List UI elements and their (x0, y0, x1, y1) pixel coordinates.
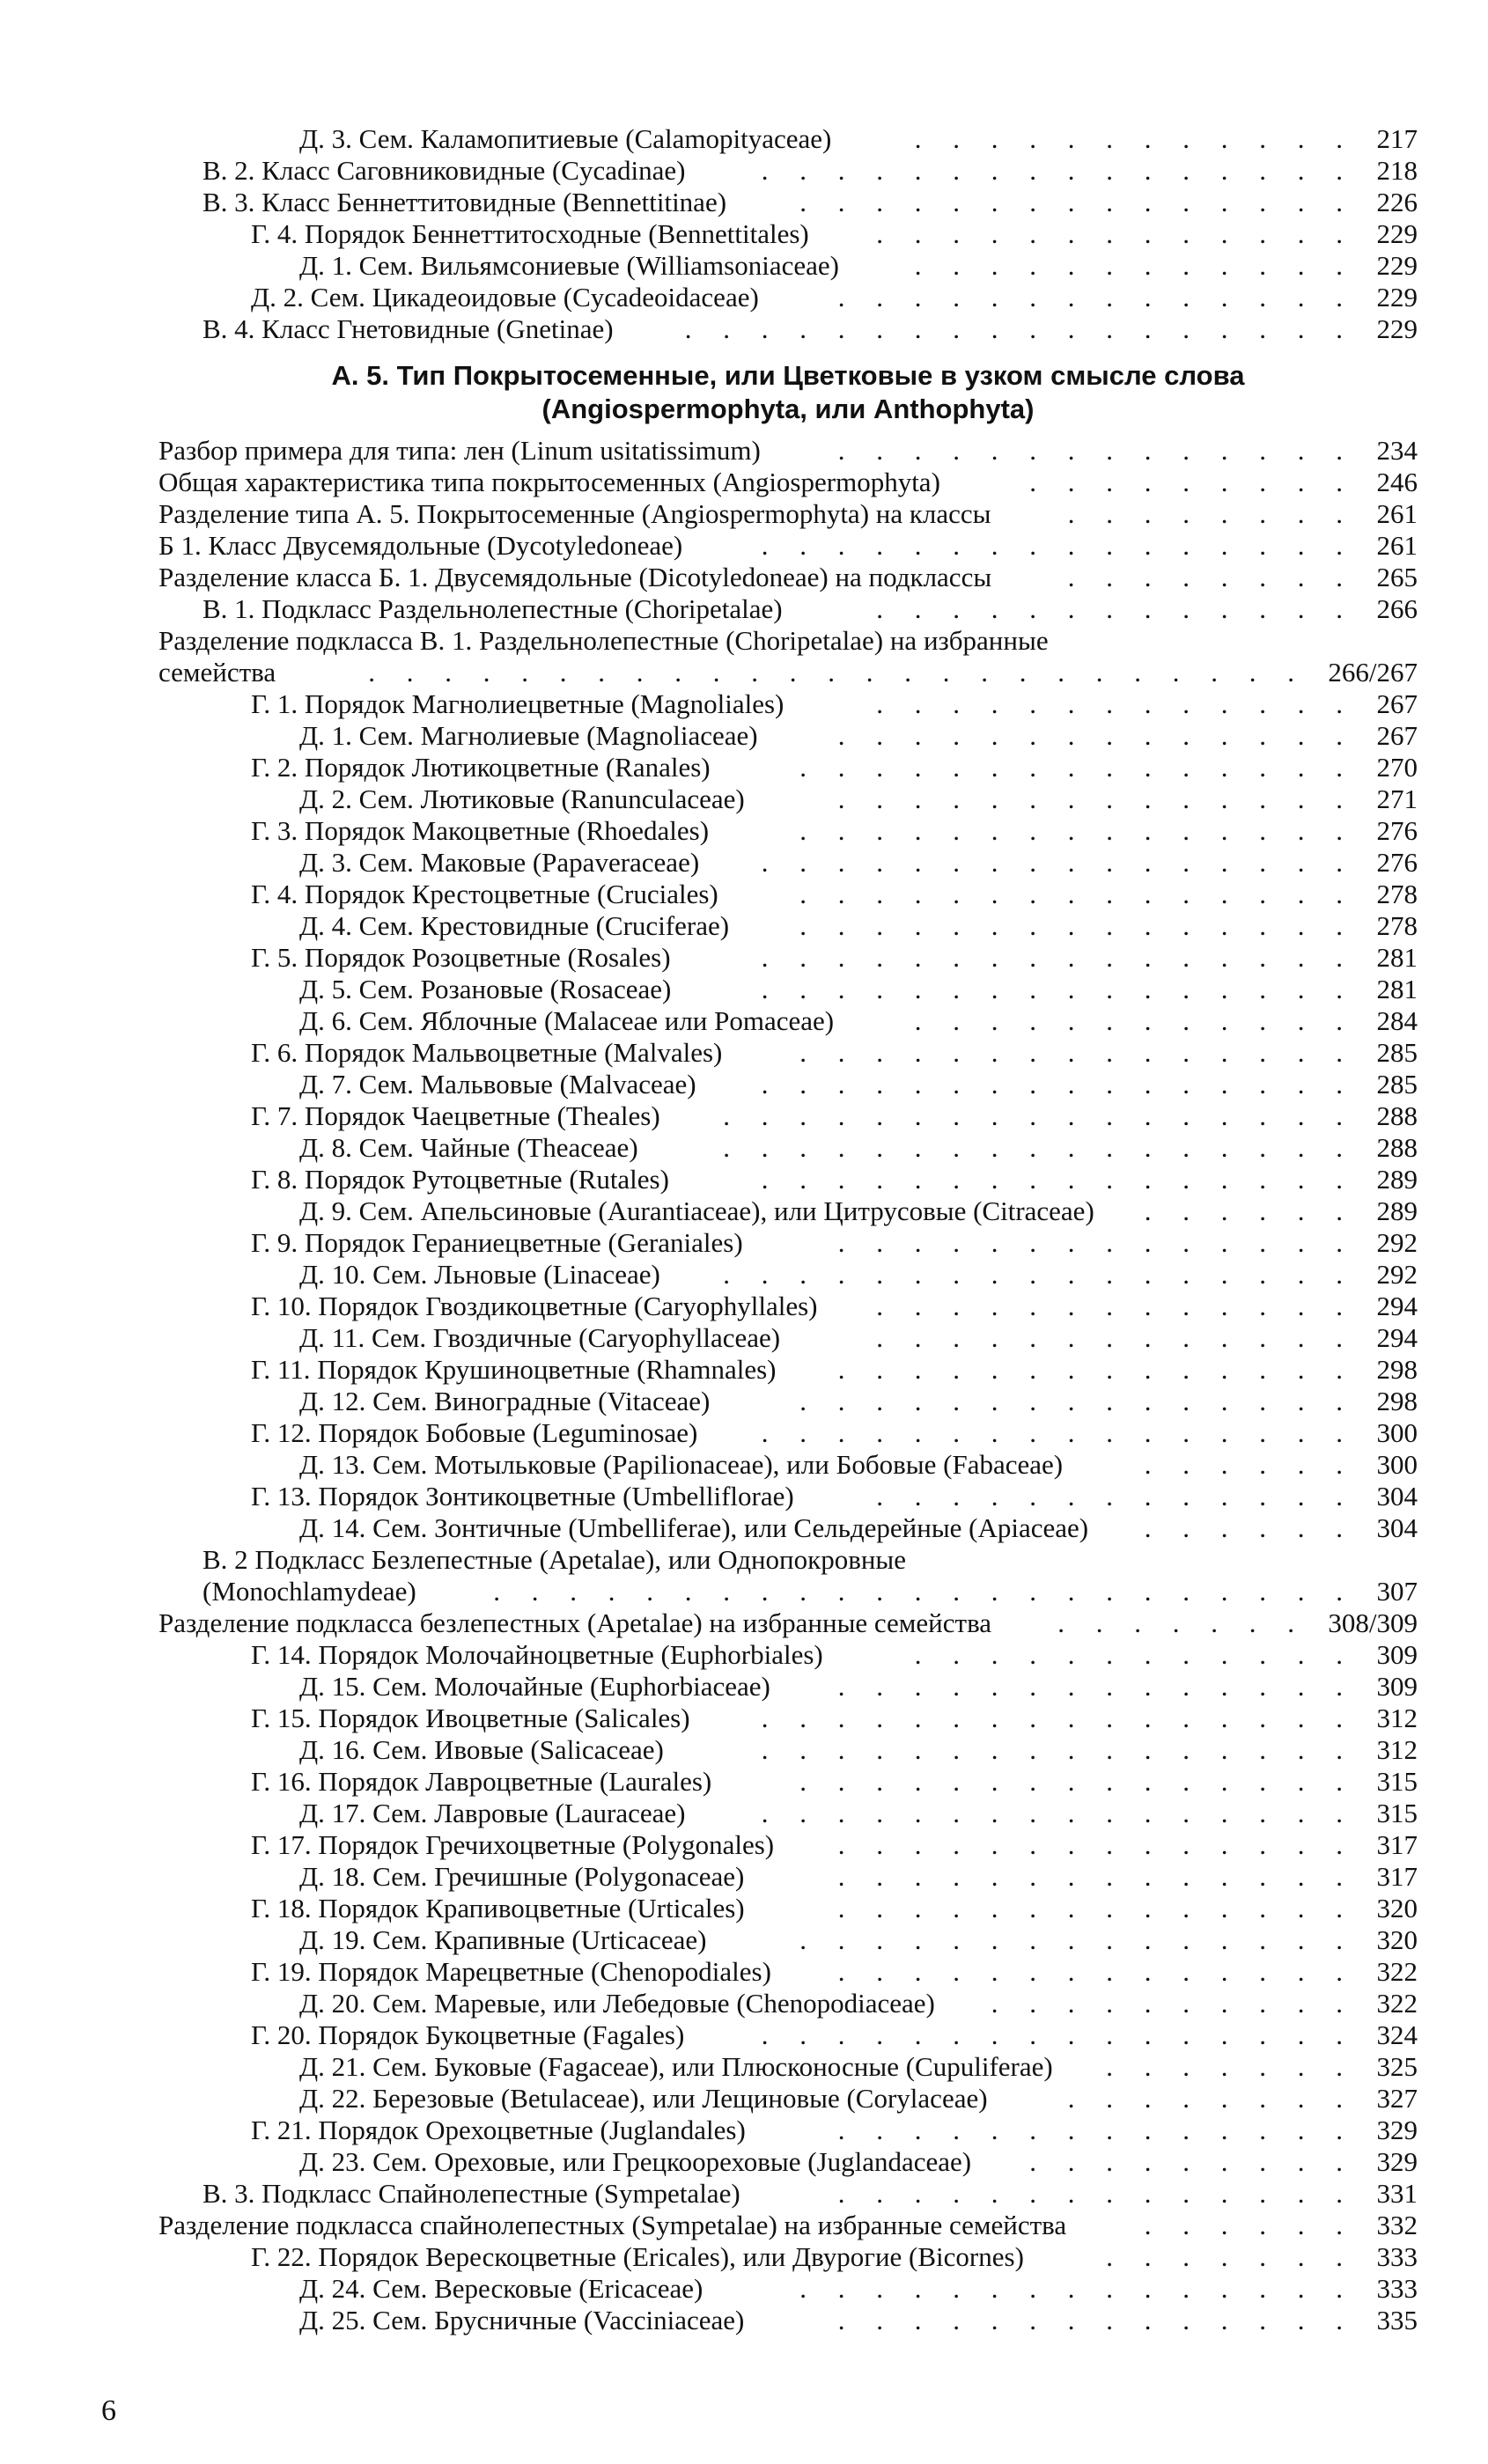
toc-entry-title: Д. 11. Сем. Гвоздичные (Caryophyllaceae) (299, 1322, 781, 1353)
toc-entry-page: 229 (1376, 250, 1418, 281)
toc-entry (158, 1829, 1418, 1861)
dot-leader: . . . . . . . . . . . . . . . . (761, 1798, 1355, 1828)
dot-leader: . . . . . . . . . . . . . (876, 593, 1355, 624)
toc-entry-title: Г. 17. Порядок Гречихоцветные (Polygonales) (251, 1829, 775, 1860)
toc-entry (158, 688, 1418, 720)
toc-entry-page: 289 (1376, 1195, 1418, 1226)
toc-entry (158, 1639, 1418, 1671)
dot-leader: . . . . . . . . . . . . . . . . (761, 847, 1355, 878)
toc-entry-title: Д. 8. Сем. Чайные (Theaceae) (299, 1132, 638, 1163)
toc-entry-title: Д. 21. Сем. Буковые (Fagaceae), или Плюсконосные (Cupuliferae) (299, 2051, 1053, 2082)
toc-entry-page: 234 (1376, 435, 1418, 466)
toc-entry-title: семейства (158, 657, 276, 688)
toc-entry-title: Д. 1. Сем. Магнолиевые (Magnoliaceae) (299, 720, 758, 751)
dot-leader: . . . . . . . (1106, 2241, 1355, 2272)
toc-entry-title: Д. 10. Сем. Льновые (Linaceae) (299, 1259, 660, 1290)
dot-leader: . . . . . . . . . . . . . . (837, 2178, 1355, 2209)
toc-entry-page: 229 (1376, 282, 1418, 313)
dot-leader: . . . . . . . . . . . . . . . . . . . . . . . . . (368, 657, 1307, 688)
toc-entry-title: Г. 14. Порядок Молочайноцветные (Euphorbiales) (251, 1639, 823, 1670)
toc-entry (158, 2178, 1418, 2210)
toc-entry (158, 1956, 1418, 1988)
toc-entry-title: Разбор примера для типа: лен (Linum usitatissimum) (158, 435, 761, 466)
toc-top-list (158, 123, 1418, 345)
dot-leader: . . . . . . . . . . . . . (876, 218, 1355, 249)
toc-entry (158, 1766, 1418, 1798)
toc-entry-page: 292 (1376, 1259, 1418, 1290)
toc-entry-title: Д. 18. Сем. Гречишные (Polygonaceae) (299, 1861, 745, 1892)
toc-entry (158, 2305, 1418, 2336)
toc-entry-title: Д. 13. Сем. Мотыльковые (Papilionaceae), или Бобовые (Fabaceae) (299, 1449, 1064, 1480)
toc-entry-page: 218 (1376, 155, 1418, 186)
toc-entry-page: 261 (1376, 530, 1418, 561)
dot-leader: . . . . . . . . (1067, 498, 1355, 529)
toc-entry-title: В. 4. Класс Гнетовидные (Gnetinae) (203, 313, 614, 344)
dot-leader: . . . . . . . . . . . . . . . . (761, 530, 1355, 561)
dot-leader: . . . . . . . . . . . . . . (837, 1893, 1355, 1923)
toc-entry-title: Г. 3. Порядок Макоцветные (Rhoedales) (251, 815, 710, 846)
toc-entry (158, 1100, 1418, 1132)
toc-entry (158, 1544, 1418, 1576)
toc-entry (158, 942, 1418, 974)
dot-leader: . . . . . . . . (1067, 2083, 1355, 2114)
dot-leader: . . . . . . . . . . . . . . . . . (723, 1259, 1355, 1290)
toc-entry (158, 752, 1418, 783)
toc-entry-title: Разделение подкласса безлепестных (Apetalae) на избранные семейства (158, 1607, 992, 1638)
toc-entry-page: 312 (1376, 1734, 1418, 1765)
toc-main-list (158, 435, 1418, 2336)
toc-entry-title: Д. 24. Сем. Вересковые (Ericaceae) (299, 2273, 703, 2304)
toc-entry-title: Д. 25. Сем. Брусничные (Vacciniaceae) (299, 2305, 745, 2335)
toc-entry (158, 1037, 1418, 1069)
dot-leader: . . . . . . (1144, 2210, 1355, 2240)
dot-leader: . . . . . . . . . . . . . . (837, 2305, 1355, 2335)
toc-entry-title: Д. 7. Сем. Мальвовые (Malvaceae) (299, 1069, 696, 1100)
toc-entry-page: 266/267 (1328, 657, 1418, 688)
toc-entry-page: 278 (1376, 879, 1418, 909)
toc-entry-title: Д. 5. Сем. Розановые (Rosaceae) (299, 974, 672, 1004)
toc-entry (158, 879, 1418, 910)
toc-entry-title: Г. 18. Порядок Крапивоцветные (Urticales) (251, 1893, 745, 1923)
toc-entry (158, 1734, 1418, 1766)
dot-leader: . . . . . . . . . . . . . . . (799, 910, 1355, 941)
dot-leader: . . . . . . . . . . . . (914, 1639, 1355, 1670)
toc-entry-page: 307 (1376, 1576, 1418, 1607)
toc-entry (158, 1322, 1418, 1354)
dot-leader: . . . . . . (1144, 1512, 1355, 1543)
toc-entry-page: 309 (1376, 1639, 1418, 1670)
toc-entry (158, 2019, 1418, 2051)
toc-entry-title: Г. 22. Порядок Верескоцветные (Ericales), или Двурогие (Bicornes) (251, 2241, 1024, 2272)
toc-entry (158, 435, 1418, 467)
toc-entry-title: В. 1. Подкласс Раздельнолепестные (Choripetalae) (203, 593, 783, 624)
dot-leader: . . . . . . . (1106, 2051, 1355, 2082)
toc-entry-title: (Monochlamydeae) (203, 1576, 416, 1607)
toc-entry-title: В. 2 Подкласс Безлепестные (Apetalae), или Однопокровные (203, 1544, 907, 1575)
dot-leader: . . . . . . . . . . . . . . (837, 1227, 1355, 1258)
toc-entry (158, 1227, 1418, 1259)
toc-entry (158, 1861, 1418, 1893)
toc-entry (158, 1607, 1418, 1639)
toc-entry-title: Г. 10. Порядок Гвоздикоцветные (Caryophyllales) (251, 1291, 818, 1321)
toc-entry-page: 332 (1376, 2210, 1418, 2240)
toc-entry (158, 282, 1418, 313)
dot-leader: . . . . . . . . . . . . . . . . (761, 2019, 1355, 2050)
dot-leader: . . . . . . . . . . . . . (876, 1322, 1355, 1353)
dot-leader: . . . . . . . . . (1029, 2146, 1355, 2177)
dot-leader: . . . . . . . . . . . . (914, 123, 1355, 154)
dot-leader: . . . . . . . . . . . . . . . (799, 879, 1355, 909)
toc-entry-page: 226 (1376, 187, 1418, 217)
toc-entry-title: Г. 16. Порядок Лавроцветные (Laurales) (251, 1766, 712, 1797)
dot-leader: . . . . . . . . . . . . . . . . (761, 1164, 1355, 1195)
dot-leader: . . . . . . . . . . . . . . (837, 720, 1355, 751)
dot-leader: . . . . . . . . . . . . . . . . (761, 1734, 1355, 1765)
toc-entry-title: Разделение типа А. 5. Покрытосеменные (Angiospermophyta) на классы (158, 498, 991, 529)
dot-leader: . . . . . . . . . . . . . . (837, 435, 1355, 466)
toc-entry (158, 498, 1418, 530)
toc-entry-title: Д. 23. Сем. Ореховые, или Грецкоореховые (Juglandaceae) (299, 2146, 972, 2177)
toc-entry-page: 288 (1376, 1132, 1418, 1163)
dot-leader: . . . . . . . . . . . . . . (837, 1671, 1355, 1702)
toc-entry-title: В. 2. Класс Саговниковидные (Cycadinae) (203, 155, 686, 186)
toc-entry (158, 910, 1418, 942)
toc-entry-title: Г. 20. Порядок Букоцветные (Fagales) (251, 2019, 685, 2050)
toc-entry-title: Д. 2. Сем. Лютиковые (Ranunculaceae) (299, 783, 745, 814)
toc-entry (158, 467, 1418, 498)
toc-entry (158, 1259, 1418, 1291)
toc-entry-page: 322 (1376, 1956, 1418, 1987)
dot-leader: . . . . . . . . . . . . . . (837, 2115, 1355, 2145)
dot-leader: . . . . . . . . . . . . . . . (799, 815, 1355, 846)
toc-entry (158, 847, 1418, 879)
toc-entry-page: 229 (1376, 313, 1418, 344)
toc-entry (158, 218, 1418, 250)
dot-leader: . . . . . . (1144, 1195, 1355, 1226)
toc-entry-page: 294 (1376, 1291, 1418, 1321)
toc-entry-page: 315 (1376, 1766, 1418, 1797)
toc-entry-page: 309 (1376, 1671, 1418, 1702)
dot-leader: . . . . . . . . . . . . . (876, 688, 1355, 719)
toc-entry-page: 246 (1376, 467, 1418, 497)
toc-entry (158, 1988, 1418, 2019)
toc-entry-title: Г. 21. Порядок Орехоцветные (Juglandales) (251, 2115, 746, 2145)
toc-entry-title: Г. 4. Порядок Крестоцветные (Cruciales) (251, 879, 718, 909)
toc-entry (158, 562, 1418, 593)
toc-entry-page: 285 (1376, 1069, 1418, 1100)
toc-entry (158, 1195, 1418, 1227)
toc-entry (158, 625, 1418, 657)
toc-entry (158, 2241, 1418, 2273)
dot-leader: . . . . . . . . . . . . . . (837, 1956, 1355, 1987)
toc-entry-title: Д. 3. Сем. Маковые (Papaveraceae) (299, 847, 700, 878)
toc-entry (158, 2146, 1418, 2178)
toc-entry-page: 333 (1376, 2241, 1418, 2272)
toc-entry (158, 1291, 1418, 1322)
toc-entry (158, 1576, 1418, 1607)
toc-entry (158, 1798, 1418, 1829)
toc-entry-title: В. 3. Класс Беннеттитовидные (Bennettitinae) (203, 187, 727, 217)
toc-entry-page: 312 (1376, 1703, 1418, 1733)
toc-entry-page: 266 (1376, 593, 1418, 624)
toc-entry-page: 267 (1376, 688, 1418, 719)
dot-leader: . . . . . . . . . . . . . . . . (761, 974, 1355, 1004)
toc-entry-title: Г. 5. Порядок Розоцветные (Rosales) (251, 942, 671, 973)
toc-entry (158, 1924, 1418, 1956)
toc-entry (158, 2083, 1418, 2115)
toc-entry-title: Д. 6. Сем. Яблочные (Malaceae или Pomaceae) (299, 1005, 835, 1036)
toc-entry (158, 1069, 1418, 1100)
toc-entry (158, 1703, 1418, 1734)
toc-entry-page: 333 (1376, 2273, 1418, 2304)
toc-entry (158, 1386, 1418, 1417)
dot-leader: . . . . . . . . . . . . . . . (799, 1037, 1355, 1068)
toc-entry-title: Разделение подкласса В. 1. Раздельнолепестные (Choripetalae) на избранные (158, 625, 1049, 656)
dot-leader: . . . . . . . . . . . . . . (837, 1354, 1355, 1385)
toc-entry (158, 720, 1418, 752)
toc-entry-page: 327 (1376, 2083, 1418, 2114)
toc-entry-title: Д. 14. Сем. Зонтичные (Umbelliferae), или Сельдерейные (Apiaceae) (299, 1512, 1089, 1543)
toc-entry-page: 289 (1376, 1164, 1418, 1195)
dot-leader: . . . . . . . . . . (991, 1988, 1355, 2019)
toc-entry-title: Д. 22. Березовые (Betulaceae), или Лещиновые (Corylaceae) (299, 2083, 988, 2114)
toc-entry-page: 261 (1376, 498, 1418, 529)
dot-leader: . . . . . . . . . . . . . . . . (761, 155, 1355, 186)
toc-entry-page: 335 (1376, 2305, 1418, 2335)
toc-entry-page: 278 (1376, 910, 1418, 941)
toc-entry (158, 187, 1418, 218)
toc-entry-page: 317 (1376, 1829, 1418, 1860)
toc-entry-title: В. 3. Подкласс Спайнолепестные (Sympetalae) (203, 2178, 740, 2209)
toc-entry (158, 530, 1418, 562)
dot-leader: . . . . . . . . . . . . . . . . . . . . . . . (493, 1576, 1355, 1607)
toc-entry (158, 593, 1418, 625)
dot-leader: . . . . . . . . . . . . . . . . . (723, 1132, 1355, 1163)
dot-leader: . . . . . . . . . (1029, 467, 1355, 497)
dot-leader: . . . . . . . . . . . . (914, 250, 1355, 281)
dot-leader: . . . . . . . . . . . . . . . (799, 1924, 1355, 1955)
toc-entry-title: Г. 12. Порядок Бобовые (Leguminosae) (251, 1417, 698, 1448)
toc-entry (158, 313, 1418, 345)
dot-leader: . . . . . . . . . . . . . . . (799, 752, 1355, 783)
table-of-contents (158, 123, 1418, 2336)
dot-leader: . . . . . . . . . . . . . . . . (761, 1069, 1355, 1100)
toc-entry-title: Разделение класса Б. 1. Двусемядольные (Dicotyledoneae) на подклассы (158, 562, 992, 592)
toc-entry (158, 1132, 1418, 1164)
toc-entry-page: 322 (1376, 1988, 1418, 2019)
toc-entry-page: 300 (1376, 1417, 1418, 1448)
toc-entry-page: 276 (1376, 847, 1418, 878)
toc-entry-title: Г. 8. Порядок Рутоцветные (Rutales) (251, 1164, 669, 1195)
toc-entry (158, 155, 1418, 187)
toc-entry-page: 308/309 (1328, 1607, 1418, 1638)
toc-entry-page: 265 (1376, 562, 1418, 592)
section-heading-line2: (Angiospermophyta, или Anthophyta) (541, 394, 1035, 424)
toc-entry-title: Г. 4. Порядок Беннеттитосходные (Bennettitales) (251, 218, 809, 249)
toc-entry-page: 304 (1376, 1512, 1418, 1543)
toc-entry-title: Г. 13. Порядок Зонтикоцветные (Umbelliflorae) (251, 1481, 794, 1511)
dot-leader: . . . . . . . . . . . . . . (837, 783, 1355, 814)
toc-entry-title: Г. 1. Порядок Магнолиецветные (Magnoliales) (251, 688, 785, 719)
dot-leader: . . . . . . . . . . . . . . (837, 1861, 1355, 1892)
page-number: 6 (101, 2394, 116, 2427)
toc-entry-title: Г. 19. Порядок Марецветные (Chenopodiales) (251, 1956, 771, 1987)
toc-entry-page: 317 (1376, 1861, 1418, 1892)
toc-entry-page: 329 (1376, 2115, 1418, 2145)
dot-leader: . . . . . . . . . . . . . (876, 1481, 1355, 1511)
toc-entry-page: 229 (1376, 218, 1418, 249)
toc-entry-title: Д. 20. Сем. Маревые, или Лебедовые (Chenopodiaceae) (299, 1988, 935, 2019)
dot-leader: . . . . . . . . . . . . . . . (799, 2273, 1355, 2304)
toc-entry-page: 270 (1376, 752, 1418, 783)
dot-leader: . . . . . . . . . . . . . . (837, 282, 1355, 313)
toc-entry-page: 294 (1376, 1322, 1418, 1353)
toc-entry (158, 657, 1418, 688)
toc-entry (158, 1671, 1418, 1703)
dot-leader: . . . . . . . . . . . . . . . (799, 1386, 1355, 1416)
toc-entry (158, 123, 1418, 155)
toc-entry (158, 1354, 1418, 1386)
dot-leader: . . . . . . . . . . . . . . . . (761, 1417, 1355, 1448)
toc-entry-title: Д. 15. Сем. Молочайные (Euphorbiaceae) (299, 1671, 770, 1702)
toc-entry-title: Д. 17. Сем. Лавровые (Lauraceae) (299, 1798, 686, 1828)
toc-entry-page: 320 (1376, 1893, 1418, 1923)
toc-entry (158, 2115, 1418, 2146)
toc-entry-title: Г. 2. Порядок Лютикоцветные (Ranales) (251, 752, 711, 783)
dot-leader: . . . . . . . . . . . . . . . (799, 1766, 1355, 1797)
toc-entry (158, 1164, 1418, 1195)
toc-entry-page: 320 (1376, 1924, 1418, 1955)
toc-entry-title: Д. 3. Сем. Каламопитиевые (Calamopityaceae) (299, 123, 832, 154)
toc-entry (158, 1481, 1418, 1512)
dot-leader: . . . . . . . . . . . . . . . . . (723, 1100, 1355, 1131)
toc-entry-page: 284 (1376, 1005, 1418, 1036)
toc-entry-title: Д. 4. Сем. Крестовидные (Cruciferae) (299, 910, 730, 941)
toc-entry (158, 250, 1418, 282)
toc-entry-page: 324 (1376, 2019, 1418, 2050)
toc-entry-page: 285 (1376, 1037, 1418, 1068)
toc-entry-page: 267 (1376, 720, 1418, 751)
toc-entry (158, 2273, 1418, 2305)
toc-entry (158, 974, 1418, 1005)
toc-entry-title: Б 1. Класс Двусемядольные (Dycotyledoneae) (158, 530, 683, 561)
toc-entry (158, 2210, 1418, 2241)
dot-leader: . . . . . . . . . . . . (914, 1005, 1355, 1036)
toc-entry (158, 1512, 1418, 1544)
toc-entry-page: 281 (1376, 942, 1418, 973)
toc-entry-page: 281 (1376, 974, 1418, 1004)
toc-entry-title: Г. 7. Порядок Чаецветные (Theales) (251, 1100, 660, 1131)
toc-entry-title: Д. 12. Сем. Виноградные (Vitaceae) (299, 1386, 711, 1416)
dot-leader: . . . . . . . . . . . . . . . . (761, 942, 1355, 973)
toc-entry (158, 815, 1418, 847)
toc-entry-title: Разделение подкласса спайнолепестных (Sympetalae) на избранные семейства (158, 2210, 1067, 2240)
toc-entry-title: Г. 6. Порядок Мальвоцветные (Malvales) (251, 1037, 723, 1068)
dot-leader: . . . . . . . . . . . . . . . . (761, 1703, 1355, 1733)
toc-entry (158, 783, 1418, 815)
toc-entry-page: 315 (1376, 1798, 1418, 1828)
toc-entry-title: Д. 19. Сем. Крапивные (Urticaceae) (299, 1924, 707, 1955)
toc-entry-page: 298 (1376, 1386, 1418, 1416)
toc-entry (158, 1449, 1418, 1481)
toc-entry-page: 331 (1376, 2178, 1418, 2209)
dot-leader: . . . . . . . . (1067, 562, 1355, 592)
toc-entry-title: Г. 15. Порядок Ивоцветные (Salicales) (251, 1703, 690, 1733)
toc-entry-page: 329 (1376, 2146, 1418, 2177)
dot-leader: . . . . . . . . . . . . . . . . . . (684, 313, 1355, 344)
toc-entry-title: Общая характеристика типа покрытосеменных (Angiospermophyta) (158, 467, 940, 497)
dot-leader: . . . . . . . (1057, 1607, 1307, 1638)
toc-entry (158, 1005, 1418, 1037)
toc-entry-title: Д. 1. Сем. Вильямсониевые (Williamsoniaceae) (299, 250, 839, 281)
toc-entry-page: 292 (1376, 1227, 1418, 1258)
toc-entry-page: 217 (1376, 123, 1418, 154)
section-heading-line1: А. 5. Тип Покрытосеменные, или Цветковые в узком смысле слова (331, 360, 1245, 391)
toc-entry-page: 325 (1376, 2051, 1418, 2082)
toc-entry (158, 1417, 1418, 1449)
toc-entry-title: Г. 11. Порядок Крушиноцветные (Rhamnales) (251, 1354, 777, 1385)
dot-leader: . . . . . . . . . . . . . . . (799, 187, 1355, 217)
toc-entry-page: 271 (1376, 783, 1418, 814)
toc-entry-title: Д. 2. Сем. Цикадеоидовые (Cycadeoidaceae) (251, 282, 759, 313)
toc-entry-page: 276 (1376, 815, 1418, 846)
dot-leader: . . . . . . . . . . . . . . (837, 1829, 1355, 1860)
toc-entry-title: Д. 9. Сем. Апельсиновые (Aurantiaceae), или Цитрусовые (Citraceae) (299, 1195, 1094, 1226)
toc-entry-page: 300 (1376, 1449, 1418, 1480)
toc-entry (158, 1893, 1418, 1924)
toc-entry-page: 298 (1376, 1354, 1418, 1385)
dot-leader: . . . . . . . . . . . . . (876, 1291, 1355, 1321)
toc-entry-page: 288 (1376, 1100, 1418, 1131)
section-heading (158, 359, 1418, 426)
toc-entry-title: Г. 9. Порядок Гераниецветные (Geraniales) (251, 1227, 743, 1258)
toc-entry (158, 2051, 1418, 2083)
toc-entry-page: 304 (1376, 1481, 1418, 1511)
toc-entry-title: Д. 16. Сем. Ивовые (Salicaceae) (299, 1734, 664, 1765)
dot-leader: . . . . . . (1144, 1449, 1355, 1480)
